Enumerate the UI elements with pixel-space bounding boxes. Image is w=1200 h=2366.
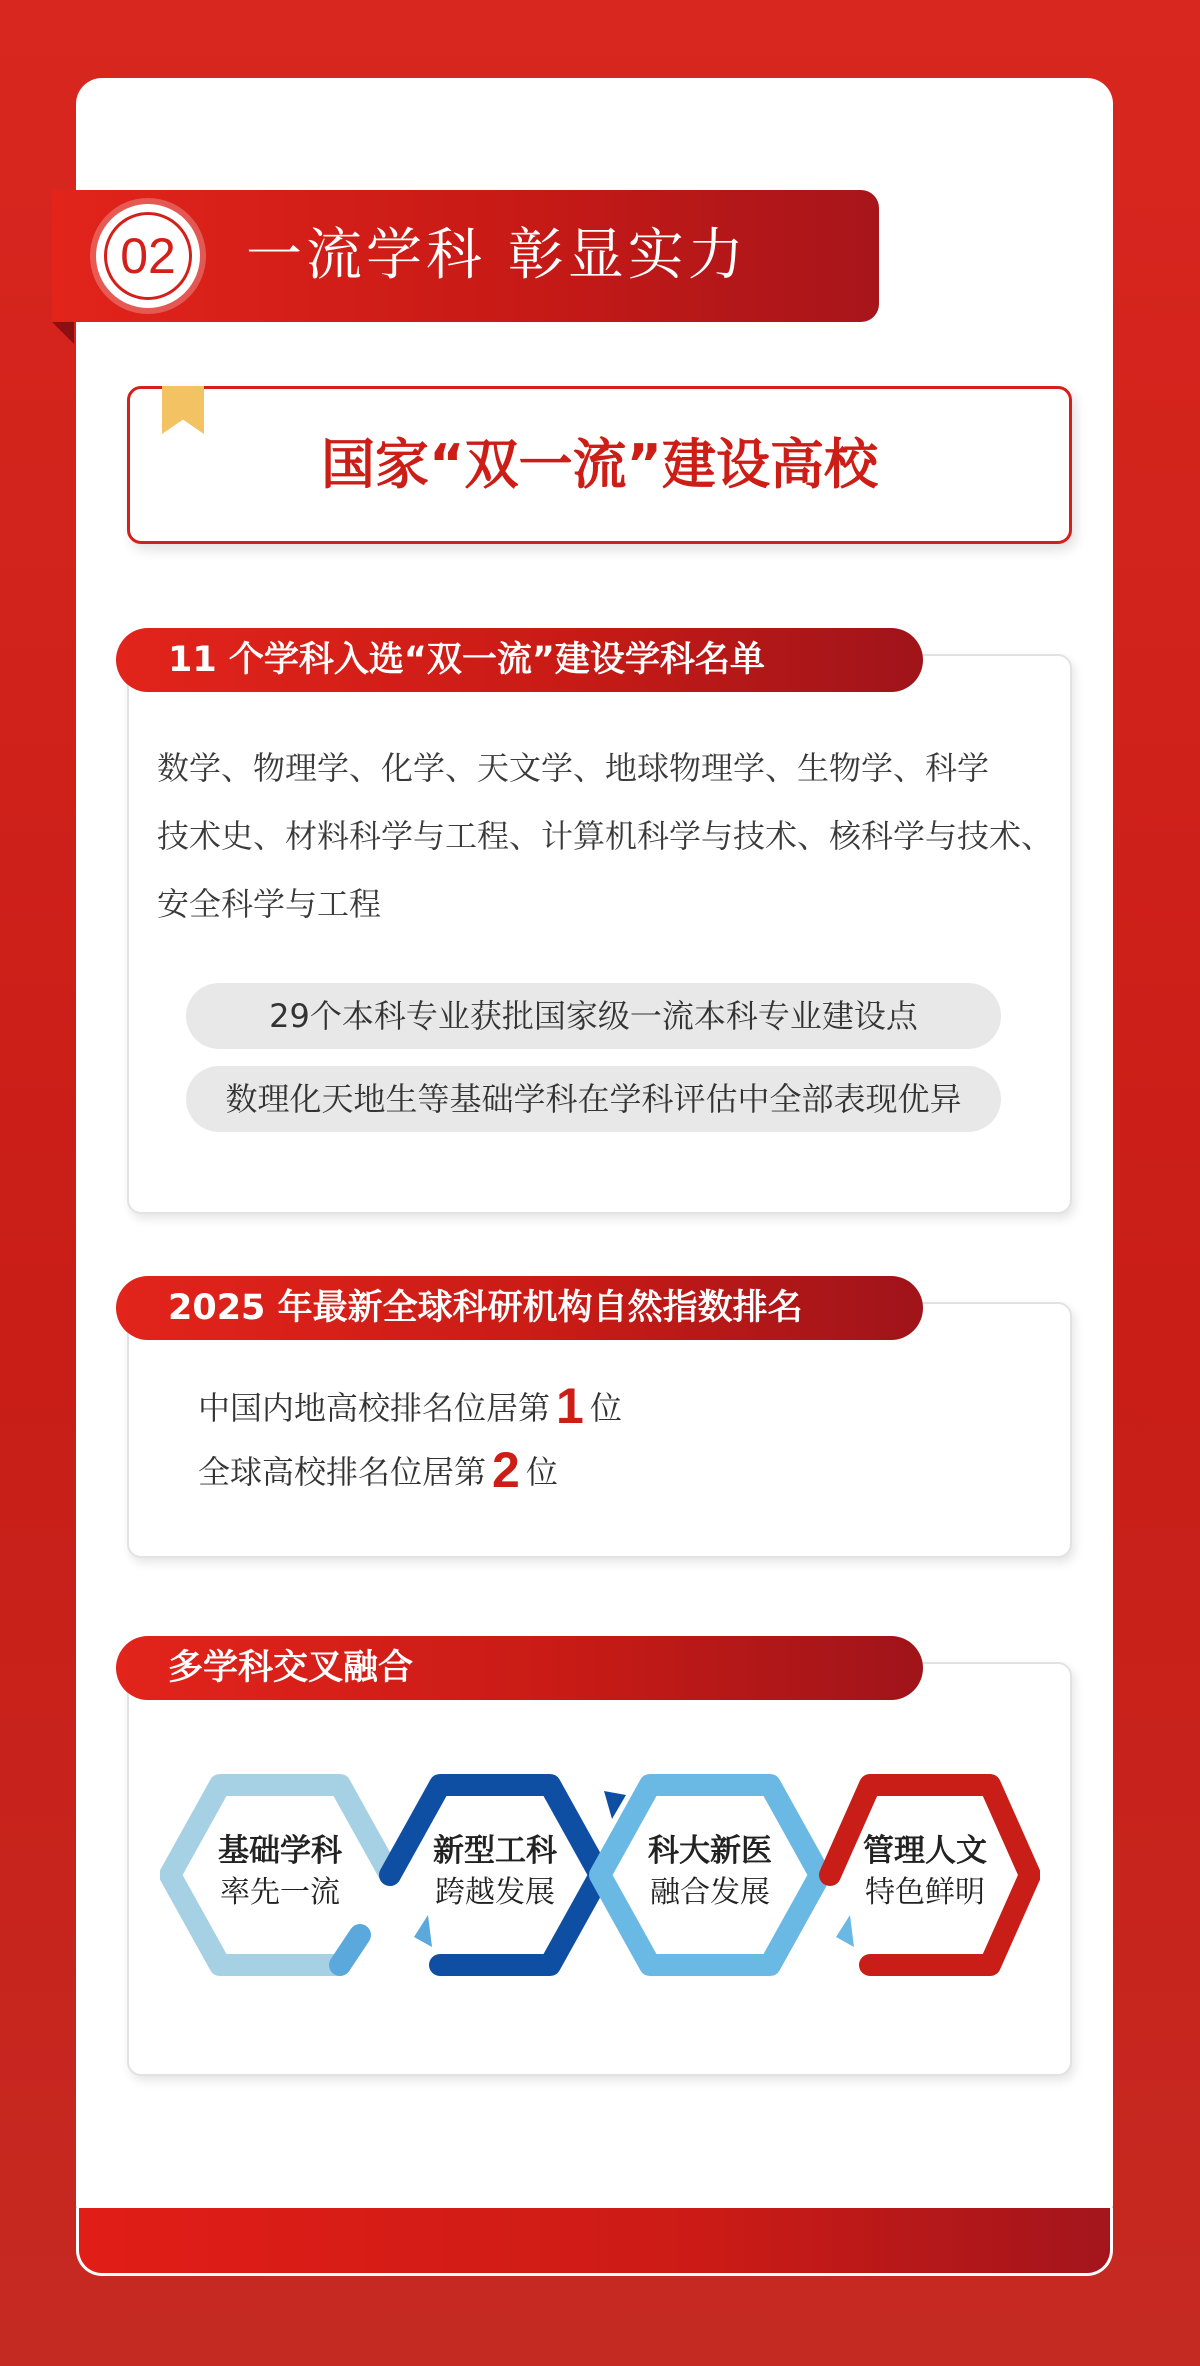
- section-title: 一流学科 彰显实力: [246, 223, 748, 288]
- flow-step-4: [845, 1830, 1005, 1914]
- ranking-item-2-prefix: 全球高校排名位居第: [198, 1453, 487, 1491]
- flow-step-2: [415, 1830, 575, 1914]
- flow-step-4-title: 管理人文: [863, 1833, 987, 1869]
- disciplines-heading: 11 个学科入选“双一流”建设学科名单: [116, 628, 923, 692]
- ribbon-fold: [52, 322, 74, 344]
- ranking-item-1-number: 1: [556, 1378, 584, 1434]
- section-number: 02: [104, 212, 192, 300]
- ranking-item-1-suffix: 位: [589, 1389, 622, 1427]
- interdisciplinary-heading: 多学科交叉融合: [116, 1636, 923, 1700]
- discipline-line-1: 数学、物理学、化学、天文学、地球物理学、生物学、科学: [157, 749, 990, 787]
- ranking-item-2-number: 2: [492, 1442, 520, 1498]
- discipline-line-3: 安全科学与工程: [157, 885, 382, 923]
- flow-step-3-title: 科大新医: [648, 1833, 772, 1869]
- flow-step-1: [200, 1830, 360, 1914]
- flow-step-1-subtitle: 率先一流: [220, 1875, 340, 1910]
- highlight-pill-1: 29个本科专业获批国家级一流本科专业建设点: [186, 983, 1001, 1049]
- ranking-item-2: [198, 1440, 558, 1502]
- ranking-item-1: [198, 1376, 622, 1438]
- flow-step-1-title: 基础学科: [218, 1833, 342, 1869]
- flow-arrow-1-icon: [414, 1915, 432, 1947]
- ranking-item-1-prefix: 中国内地高校排名位居第: [198, 1389, 551, 1427]
- flow-step-4-subtitle: 特色鲜明: [865, 1875, 985, 1910]
- flow-hex-1-tail: [340, 1935, 360, 1965]
- university-title: 国家“双一流”建设高校: [321, 433, 878, 496]
- flow-step-3: [630, 1830, 790, 1914]
- discipline-line-2: 技术史、材料科学与工程、计算机科学与技术、核科学与技术、: [157, 817, 1054, 855]
- ranking-heading: 2025 年最新全球科研机构自然指数排名: [116, 1276, 923, 1340]
- highlight-pill-2: 数理化天地生等基础学科在学科评估中全部表现优异: [186, 1066, 1001, 1132]
- flow-arrow-3-icon: [836, 1915, 854, 1947]
- flow-step-2-title: 新型工科: [433, 1833, 557, 1869]
- card-footer-band: [76, 2208, 1113, 2276]
- section-number-badge: [96, 204, 200, 308]
- flow-step-3-subtitle: 融合发展: [650, 1875, 770, 1910]
- ranking-item-2-suffix: 位: [525, 1453, 558, 1491]
- flow-step-2-subtitle: 跨越发展: [435, 1875, 555, 1910]
